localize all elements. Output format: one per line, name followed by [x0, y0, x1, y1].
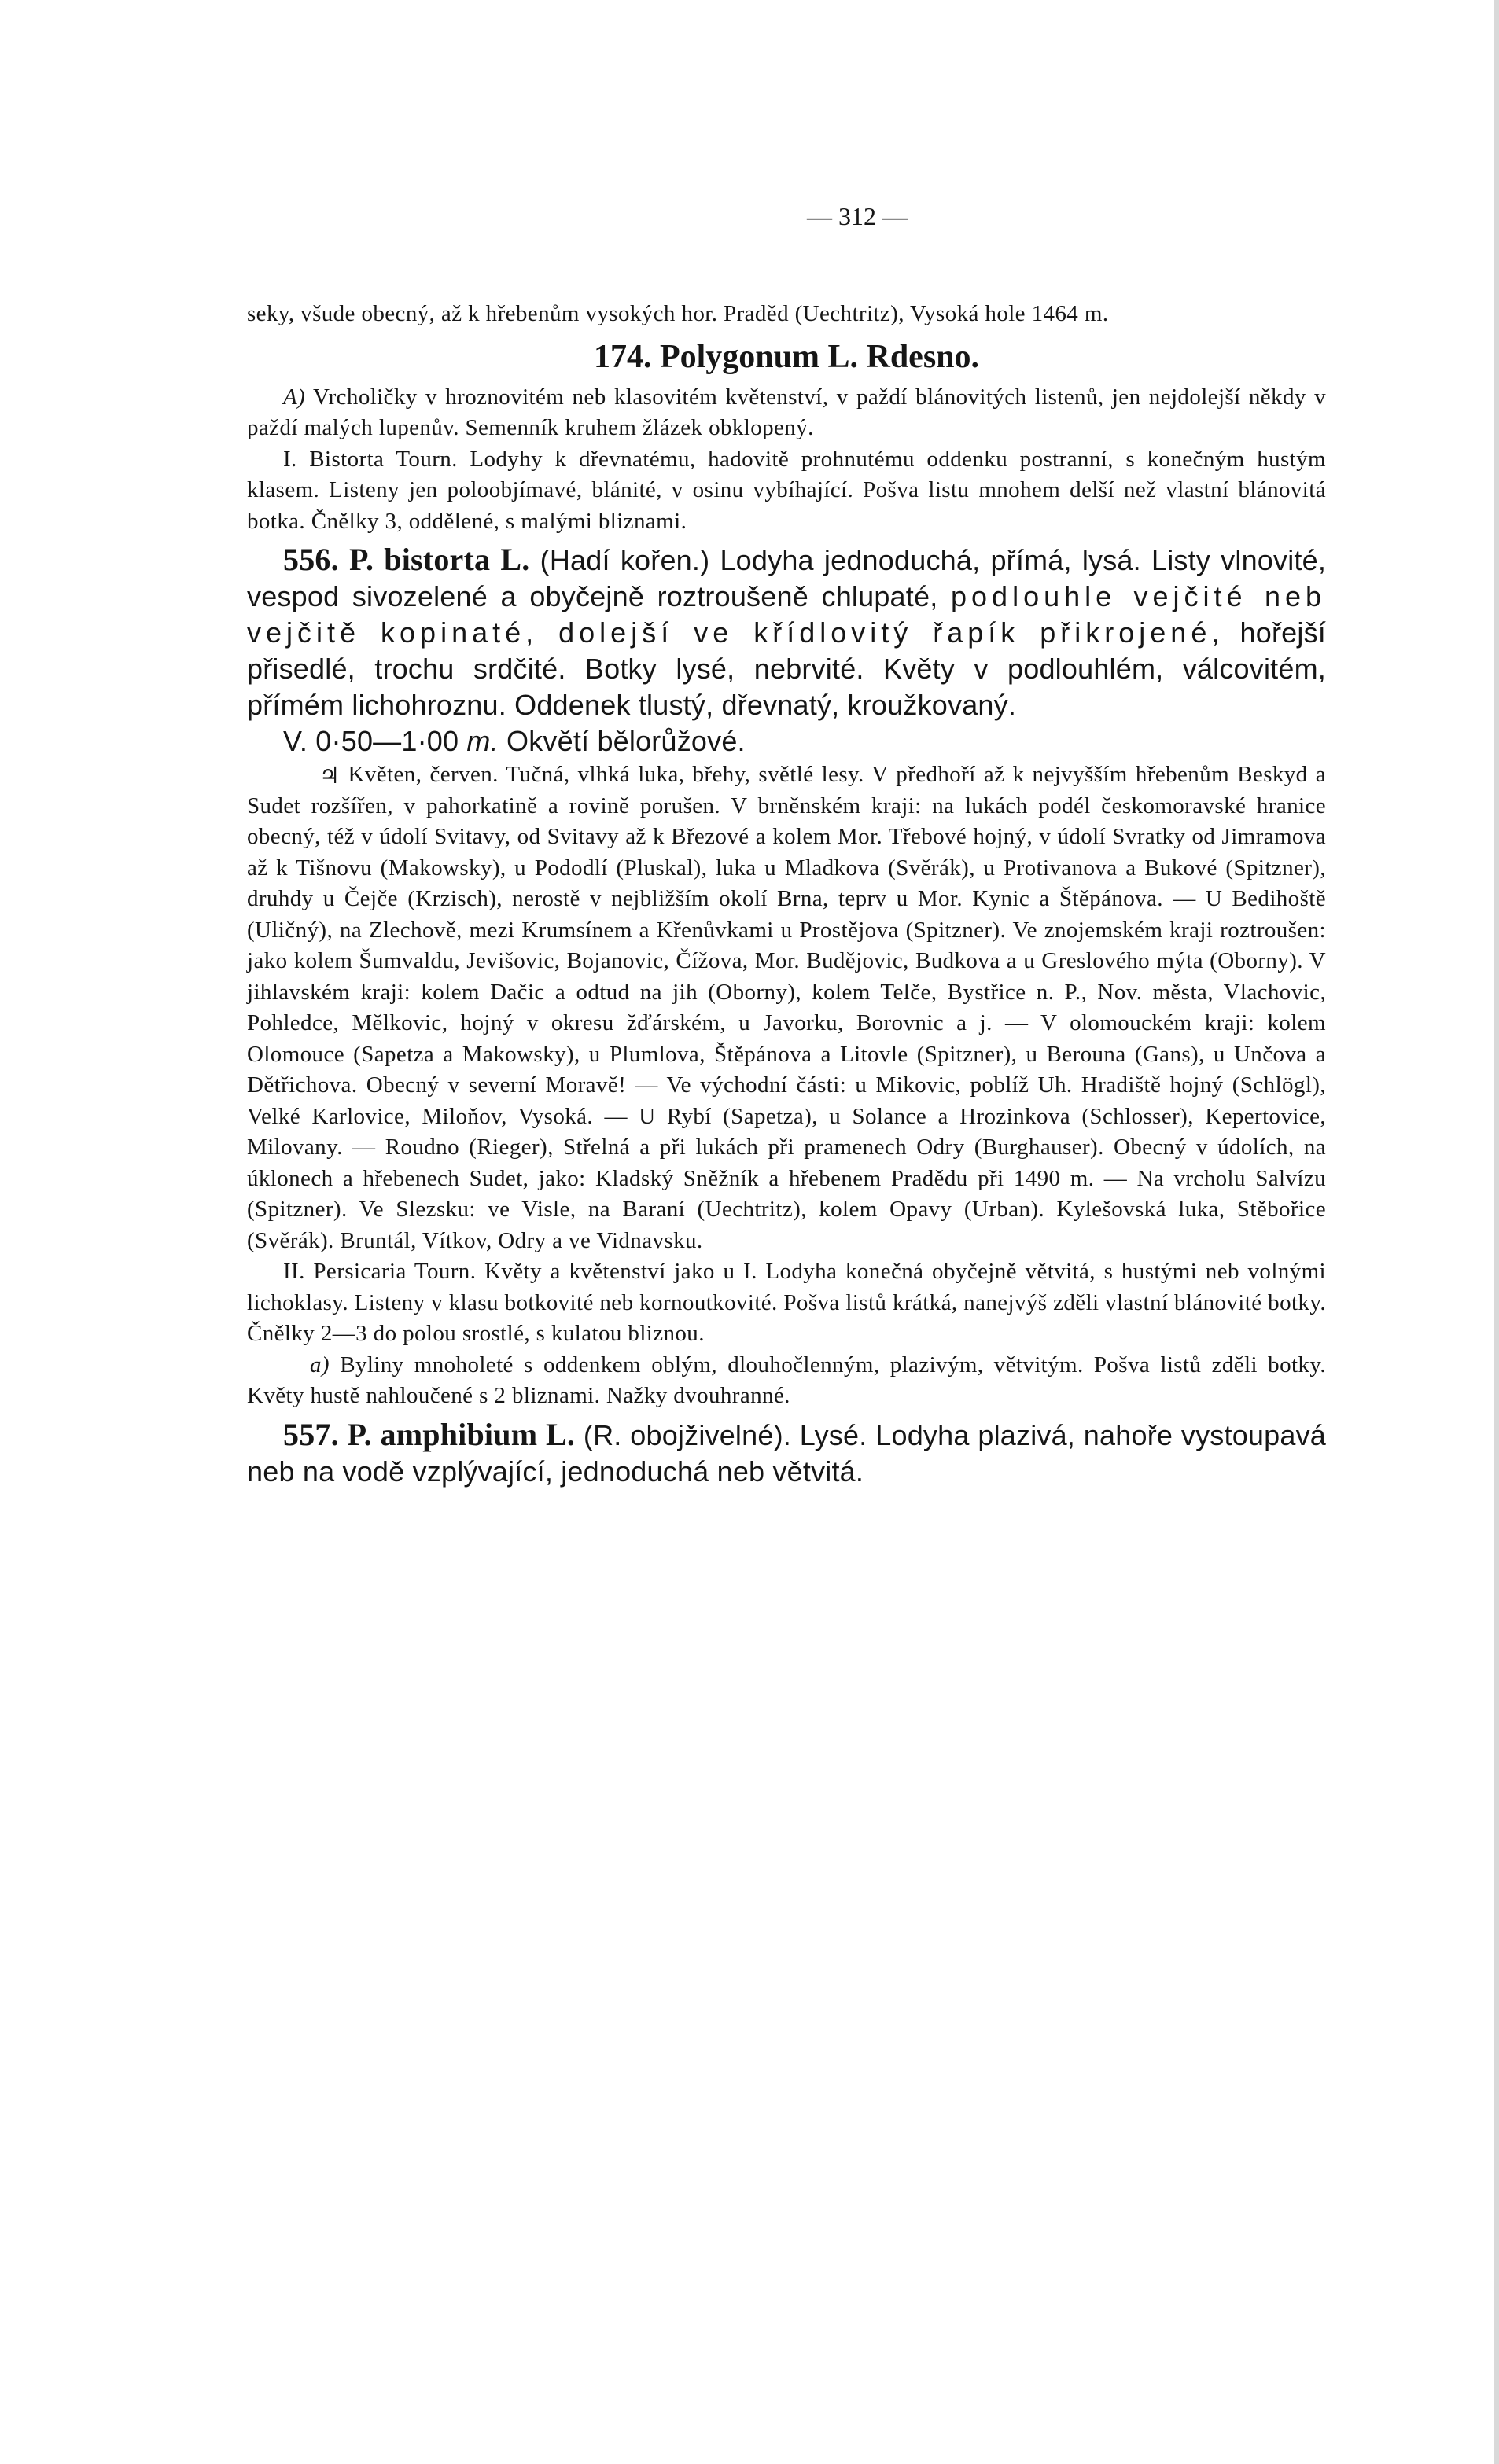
section-a-lower-paragraph	[247, 1350, 1326, 1412]
page-edge-shadow	[1494, 0, 1499, 2464]
species-556-name: P. bistorta L.	[348, 542, 530, 577]
species-556-desc-2: hořejší přisedlé, trochu srdčité. Botky lysé, nebrvité. Květy v podlouhlém, válcovitém, přímém lichohroznu. Oddenek tlustý, dřevnatý, kroužkovaný.	[247, 616, 1326, 721]
species-556-size: V. 0·50—1·00	[283, 725, 459, 757]
section-a-text: Vrcholičky v hroznovitém neb klasovitém květenství, v paždí blánovitých listenů, jen nejdolejší někdy v paždí malých lupenův. Semenník kruhem žlázek obklopený.	[247, 384, 1326, 440]
species-556-distribution-text: Květen, červen. Tučná, vlhká luka, břehy, světlé lesy. V předhoří až k nejvyšším hřebenům Beskyd a Sudet rozšířen, v pahorkatině a rovině porušen. V brněnském kraji: na lukách podél českomoravské hranice obecný, též v údolí Svitavy, od Svitavy až k Březové a kolem Mor. Třebové hojný, v údolí Svratky od Jimramova až k Tišnovu (Makowsky), u Pododlí (Pluskal), luka u Mladkova (Svěrák), u Protivanova a Bukové (Spitzner), druhdy u Čejče (Krzisch), nerostě v nejbližším okolí Brna, teprv u Mor. Kynic a Štěpánova. — U Bedihoště (Uličný), na Zlechově, mezi Krumsínem a Křenůvkami u Prostějova (Spitzner). Ve znojemském kraji roztroušen: jako kolem Šumvaldu, Jevišovic, Bojanovic, Čížova, Mor. Budějovic, Budkova a u Greslového mýta (Oborny). V jihlavském kraji: kolem Dačic a odtud na jih (Oborny), kolem Telče, Bystřice n. P., Nov. města, Vlachovic, Pohledce, Mělkovic, hojný v okresu žďárském, u Javorku, Borovnic a j. — V olomouckém kraji: kolem Olomouce (Sapetza a Makowsky), u Plumlova, Štěpánova a Litovle (Spitzner), u Berouna (Gans), u Unčova a Dětřichova. Obecný v severní Moravě! — Ve východní části: u Mikovic, poblíž Uh. Hradiště hojný (Schlögl), Velké Karlovice, Miloňov, Vysoká. — U Rybí (Sapetza), u Solance a Hrozinkova (Schlosser), Kepertovice, Milovany. — Roudno (Rieger), Střelná a při lukách při pramenech Odry (Burghauser). Obecný v údolích, na úklonech a hřebenech Sudet, jako: Kladský Sněžník a hřebenem Pradědu při 1490 m. — Na vrcholu Salvízu (Spitzner). Ve Slezsku: ve Visle, na Baraní (Uechtritz), kolem Opavy (Urban). Kylešovská luka, Stěbořice (Svěrák). Bruntál, Vítkov, Odry a ve Vidnavsku.	[247, 762, 1326, 1253]
subgenus-persicaria-paragraph	[247, 1256, 1326, 1350]
section-a-lower-marker: a)	[310, 1352, 330, 1377]
species-557-number: 557.	[283, 1416, 339, 1452]
subgenus-bistorta-paragraph	[247, 444, 1326, 538]
continuation-text: seky, všude obecný, až k hřebenům vysokých hor. Praděd (Uechtritz), Vysoká hole 1464 m.	[247, 301, 1109, 326]
species-556-description	[247, 542, 1326, 723]
species-557-name: P. amphibium L.	[347, 1416, 576, 1452]
species-556-flowers: Okvětí bělorůžové.	[506, 725, 746, 757]
subgenus-bistorta-label: I. Bistorta Tourn.	[283, 446, 458, 472]
subgenus-persicaria-text: Květy a květenství jako u I. Lodyha konečná obyčejně větvitá, s hustými neb volnými lichoklasy. Listeny v klasu botkovité neb kornoutkovité. Pošva listů krátká, nanejvýš zděli vlastní blánovité botky. Čnělky 2—3 do polou srostlé, s kulatou bliznou.	[247, 1259, 1326, 1346]
species-557-description	[247, 1417, 1326, 1490]
species-556-distribution	[247, 759, 1326, 1256]
subgenus-bistorta-text: Lodyhy k dřevnatému, hadovitě prohnutému oddenku postranní, s konečným hustým klasem. Listeny jen poloobjímavé, blánité, v osinu vybíhající. Pošva listu mnohem delší než vlastní blánovitá botka. Čnělky 3, oddělené, s malými bliznami.	[247, 446, 1326, 534]
perennial-symbol-icon: ♃	[319, 763, 341, 789]
page-number: — 312 —	[807, 202, 908, 230]
section-a-paragraph	[247, 382, 1326, 444]
species-556-desc-1: Lodyha jednoduchá, přímá, lysá. Listy vlnovité, vespod sivozelené a obyčejně roztroušeně chlupaté,	[247, 544, 1327, 612]
species-556-size-line	[247, 723, 1326, 759]
document-page	[247, 200, 1326, 1490]
genus-heading: 174. Polygonum L. Rdesno.	[593, 338, 980, 375]
species-557-desc: (R. obojživelné). Lysé. Lodyha plazivá, nahoře vystoupavá neb na vodě vzplývající, jednoduchá neb větvitá.	[247, 1418, 1326, 1488]
section-a-lower-text: Byliny mnoholeté s oddenkem oblým, dlouhočlenným, plazivým, větvitým. Pošva listů zděli botky. Květy hustě nahloučené s 2 bliznami. Nažky dvouhranné.	[247, 1352, 1326, 1408]
species-556-common-name: (Hadí kořen.)	[540, 544, 710, 576]
species-556-number: 556.	[283, 542, 339, 577]
species-556-unit: m.	[466, 725, 499, 757]
subgenus-persicaria-label: II. Persicaria Tourn.	[283, 1259, 477, 1284]
section-a-marker: A)	[283, 384, 306, 410]
species-556-spaced-text: podlouhle vejčité neb vejčitě kopinaté, dolejší ve křídlovitý řapík přikrojené,	[247, 580, 1327, 649]
